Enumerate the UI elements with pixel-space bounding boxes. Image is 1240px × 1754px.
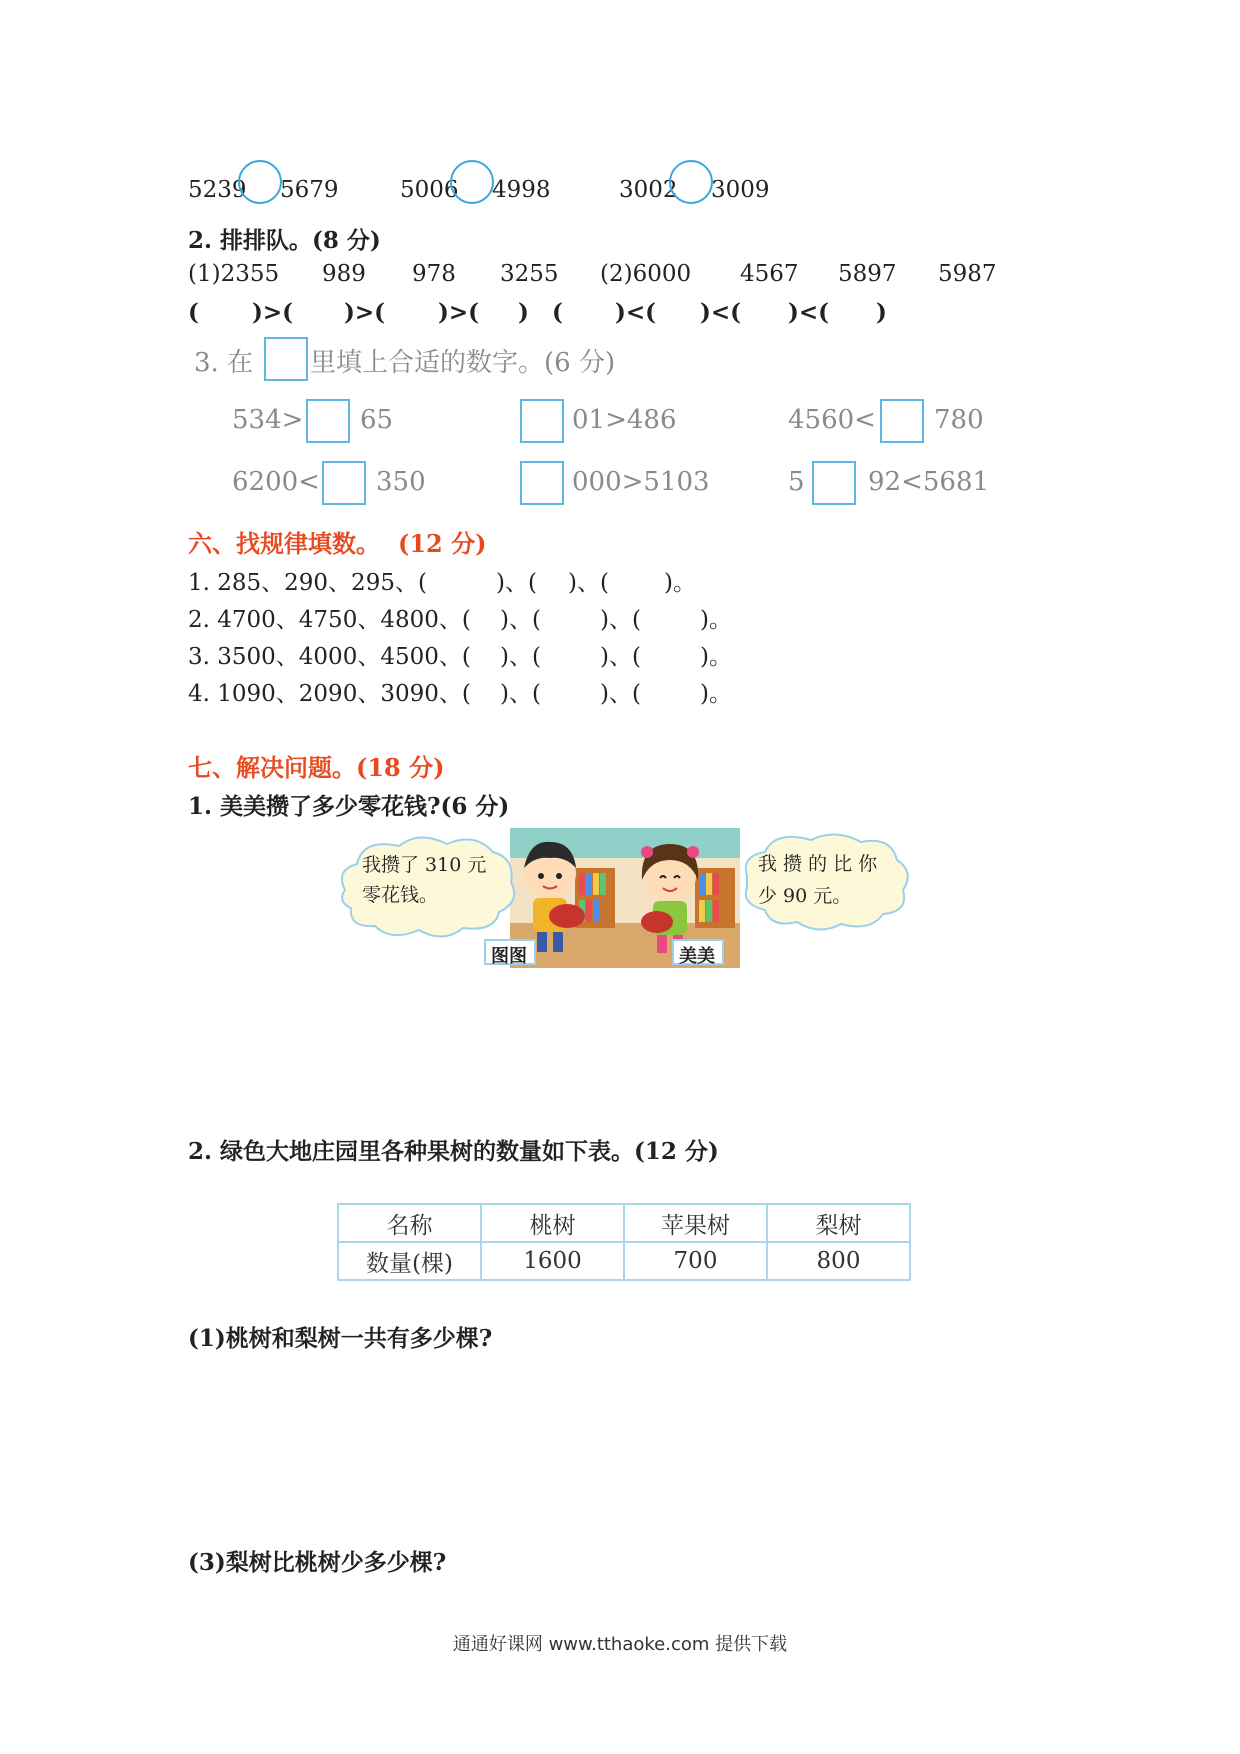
q3-answer-box[interactable] — [520, 399, 564, 443]
sec7-q2: 2. 绿色大地庄园里各种果树的数量如下表。(12 分) — [188, 1138, 719, 1165]
sec7-title: 七、解决问题。(18 分) — [188, 753, 445, 782]
q2-slot: ) — [876, 299, 887, 326]
sec6-row-4-mid: )、( — [600, 681, 641, 707]
page-footer: 通通好课网 www.tthaoke.com 提供下载 — [452, 1634, 788, 1655]
sec6-row-1-mid: )、( — [568, 570, 609, 596]
q2-slot: ( — [552, 299, 563, 326]
table-header-cell: 苹果树 — [624, 1204, 767, 1242]
q3-answer-box[interactable] — [306, 399, 350, 443]
q2-slot: )>( — [252, 299, 294, 326]
compare-left-2: 5006 — [400, 177, 459, 203]
sec6-row-3-mid: )、( — [500, 644, 541, 670]
sec6-row-1-end: )。 — [664, 570, 696, 596]
bubble-left-line: 零花钱。 — [362, 884, 439, 906]
q2-slot: )>( — [344, 299, 386, 326]
q3-post: 780 — [934, 405, 984, 435]
q3-pre: 534> — [232, 405, 304, 435]
q2-slot: ) — [518, 299, 529, 326]
q3-answer-box[interactable] — [880, 399, 924, 443]
table-header-row — [338, 1204, 910, 1242]
bubble-left-line: 我攒了 310 元 — [362, 854, 487, 876]
q2-part2-label: (2)6000 — [600, 261, 692, 287]
sec6-score: (12 分) — [398, 529, 487, 558]
q2-num: 4567 — [740, 261, 799, 287]
q3-pre: 6200< — [232, 467, 320, 497]
sec6-row-2-mid: )、( — [500, 607, 541, 633]
q3-post: 65 — [360, 405, 394, 435]
q3-title-box — [264, 337, 308, 381]
sec6-row-4-mid: )、( — [500, 681, 541, 707]
compare-left-3: 3002 — [619, 177, 678, 203]
sec6-row-1-mid: )、( — [496, 570, 537, 596]
sec6-row-3-end: )。 — [700, 644, 732, 670]
table-cell: 700 — [624, 1242, 767, 1280]
table-header-cell: 名称 — [338, 1204, 481, 1242]
bubble-left-text — [362, 850, 486, 910]
compare-right-1: 5679 — [280, 177, 339, 203]
q3-answer-box[interactable] — [520, 461, 564, 505]
q2-num: 978 — [412, 261, 456, 287]
label-boy: 图图 — [491, 946, 527, 967]
table-cell: 800 — [767, 1242, 910, 1280]
table-cell: 数量(棵) — [338, 1242, 481, 1280]
q2-slot: )<( — [700, 299, 742, 326]
q3-post: 000>5103 — [572, 467, 710, 497]
q2-slot: )<( — [615, 299, 657, 326]
q3-answer-box[interactable] — [322, 461, 366, 505]
sec6-row-3-head: 3. 3500、4000、4500、( — [188, 644, 471, 670]
compare-circle-2[interactable] — [450, 160, 494, 204]
q3-post: 92<5681 — [868, 467, 990, 497]
sec6-row-4-head: 4. 1090、2090、3090、( — [188, 681, 471, 707]
q2-title: 2. 排排队。(8 分) — [188, 227, 381, 254]
q3-pre: 5 — [788, 467, 805, 497]
label-girl: 美美 — [679, 946, 715, 967]
q3-post: 01>486 — [572, 405, 677, 435]
sec6-row-2-mid: )、( — [600, 607, 641, 633]
q3-title-post: 里填上合适的数字。(6 分) — [310, 348, 616, 378]
bubble-right-text — [758, 848, 877, 912]
sec7-q1: 1. 美美攒了多少零花钱?(6 分) — [188, 793, 510, 820]
sec6-row-1-head: 1. 285、290、295、( — [188, 570, 427, 596]
compare-right-2: 4998 — [492, 177, 551, 203]
compare-left-1: 5239 — [188, 177, 247, 203]
table-cell: 1600 — [481, 1242, 624, 1280]
q2-part1-label: (1)2355 — [188, 261, 280, 287]
bubble-right-line: 我 攒 的 比 你 — [758, 853, 878, 875]
q2-num: 5987 — [938, 261, 997, 287]
fruit-tree-table — [337, 1203, 911, 1281]
q3-answer-box[interactable] — [812, 461, 856, 505]
q2-num: 3255 — [500, 261, 559, 287]
compare-circle-3[interactable] — [669, 160, 713, 204]
sec7-sub3: (3)梨树比桃树少多少棵? — [188, 1549, 447, 1576]
sec6-row-4-end: )。 — [700, 681, 732, 707]
q3-title-pre: 3. 在 — [194, 348, 254, 378]
q3-post: 350 — [376, 467, 426, 497]
compare-right-3: 3009 — [711, 177, 770, 203]
table-header-cell: 桃树 — [481, 1204, 624, 1242]
q2-slot: )>( — [438, 299, 480, 326]
sec7-sub1: (1)桃树和梨树一共有多少棵? — [188, 1325, 493, 1352]
q2-num: 989 — [322, 261, 366, 287]
sec6-row-3-mid: )、( — [600, 644, 641, 670]
q2-num: 5897 — [838, 261, 897, 287]
q2-slot: )<( — [788, 299, 830, 326]
q2-slot: ( — [188, 299, 199, 326]
q3-pre: 4560< — [788, 405, 876, 435]
compare-circle-1[interactable] — [238, 160, 282, 204]
sec6-title: 六、找规律填数。 — [188, 529, 380, 558]
sec6-row-2-head: 2. 4700、4750、4800、( — [188, 607, 471, 633]
table-row — [338, 1242, 910, 1280]
table-header-cell: 梨树 — [767, 1204, 910, 1242]
bubble-right-line: 少 90 元。 — [758, 885, 852, 907]
sec6-row-2-end: )。 — [700, 607, 732, 633]
